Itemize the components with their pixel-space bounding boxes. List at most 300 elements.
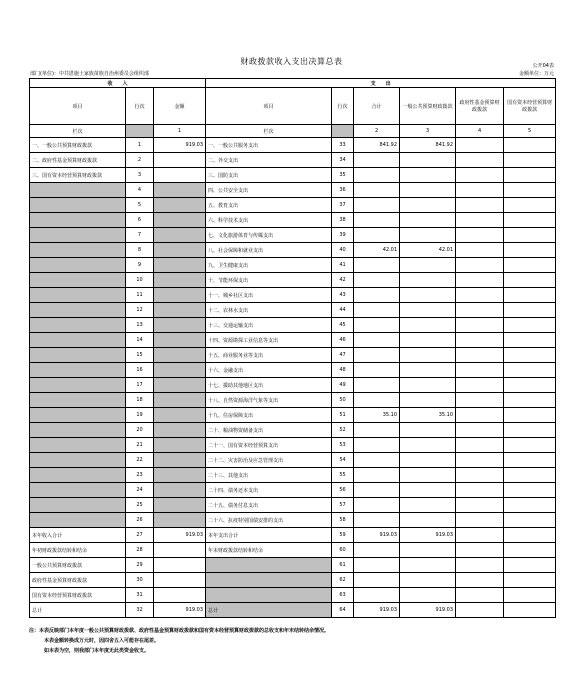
capital-budget-amount xyxy=(504,213,556,228)
income-item-header: 项目 xyxy=(30,88,126,125)
income-item xyxy=(30,468,126,483)
table-row xyxy=(30,243,556,258)
table-row xyxy=(30,573,556,588)
income-row-number: 8 xyxy=(126,243,154,258)
table-row xyxy=(30,183,556,198)
total-amount xyxy=(354,588,400,603)
income-item xyxy=(30,183,126,198)
table-row xyxy=(30,468,556,483)
capital-budget-amount xyxy=(504,543,556,558)
capital-budget-amount xyxy=(504,273,556,288)
expense-row-number: 34 xyxy=(332,153,354,168)
total-amount xyxy=(354,333,400,348)
expense-row-number: 50 xyxy=(332,393,354,408)
total-amount xyxy=(354,498,400,513)
table-row xyxy=(30,153,556,168)
general-budget-amount xyxy=(400,438,456,453)
table-row xyxy=(30,288,556,303)
income-row-number: 5 xyxy=(126,198,154,213)
capital-budget-amount xyxy=(504,468,556,483)
income-item xyxy=(30,393,126,408)
income-row-number: 29 xyxy=(126,558,154,573)
income-row-header: 行次 xyxy=(126,88,154,125)
expense-row-number: 42 xyxy=(332,273,354,288)
table-row xyxy=(30,543,556,558)
expense-item: 二十三、其他支出 xyxy=(206,468,332,483)
income-amount xyxy=(154,198,206,213)
income-item xyxy=(30,378,126,393)
income-row-number: 11 xyxy=(126,288,154,303)
income-amount xyxy=(154,153,206,168)
expense-row-number: 61 xyxy=(332,558,354,573)
capital-budget-amount xyxy=(504,348,556,363)
capital-budget-amount xyxy=(504,423,556,438)
expense-row-number: 63 xyxy=(332,588,354,603)
capital-budget-amount xyxy=(504,603,556,618)
capital-budget-amount xyxy=(504,138,556,153)
general-budget-amount xyxy=(400,273,456,288)
general-budget-amount xyxy=(400,363,456,378)
expense-row-number: 38 xyxy=(332,213,354,228)
table-row xyxy=(30,393,556,408)
general-budget-amount xyxy=(400,288,456,303)
total-amount xyxy=(354,348,400,363)
general-budget-amount xyxy=(400,453,456,468)
capital-budget-amount xyxy=(504,378,556,393)
income-row-number: 17 xyxy=(126,378,154,393)
expense-item: 十一、城乡社区支出 xyxy=(206,288,332,303)
table-row xyxy=(30,213,556,228)
income-amount xyxy=(154,438,206,453)
income-item xyxy=(30,363,126,378)
expense-row-number: 62 xyxy=(332,573,354,588)
fund-budget-amount xyxy=(456,573,504,588)
total-amount xyxy=(354,183,400,198)
income-item: 三、国有资本经营预算财政拨款 xyxy=(30,168,126,183)
expense-item: 二十五、债务付息支出 xyxy=(206,498,332,513)
income-amount: 919.03 xyxy=(154,528,206,543)
expense-row-number: 37 xyxy=(332,198,354,213)
income-item xyxy=(30,513,126,528)
shaded-cell xyxy=(332,125,354,138)
capital-budget-amount xyxy=(504,513,556,528)
capital-budget-amount xyxy=(504,393,556,408)
table-row xyxy=(30,408,556,423)
fund-budget-amount xyxy=(456,453,504,468)
capital-budget-amount xyxy=(504,498,556,513)
income-row-number: 15 xyxy=(126,348,154,363)
income-row-number: 32 xyxy=(126,603,154,618)
expense-item: 二十、粮油物资储备支出 xyxy=(206,423,332,438)
income-row-number: 3 xyxy=(126,168,154,183)
income-amount xyxy=(154,588,206,603)
general-budget-amount: 919.03 xyxy=(400,603,456,618)
income-amount xyxy=(154,483,206,498)
fund-budget-amount xyxy=(456,243,504,258)
income-item: 总计 xyxy=(30,603,126,618)
total-amount xyxy=(354,273,400,288)
fund-budget-amount xyxy=(456,423,504,438)
fund-budget-amount xyxy=(456,333,504,348)
general-budget-amount xyxy=(400,333,456,348)
income-amount xyxy=(154,333,206,348)
income-row-number: 25 xyxy=(126,498,154,513)
fund-budget-amount xyxy=(456,303,504,318)
fund-budget-header: 政府性基金预算财政拨款 xyxy=(456,88,504,125)
expense-row-number: 53 xyxy=(332,438,354,453)
fund-budget-amount xyxy=(456,318,504,333)
income-item: 一、一般公共预算财政拨款 xyxy=(30,138,126,153)
expense-item: 十七、援助其他地区支出 xyxy=(206,378,332,393)
income-row-number: 10 xyxy=(126,273,154,288)
total-header: 合计 xyxy=(354,88,400,125)
income-row-number: 7 xyxy=(126,228,154,243)
fund-budget-amount xyxy=(456,348,504,363)
expense-item: 十四、资源勘探工业信息等支出 xyxy=(206,333,332,348)
fund-budget-amount xyxy=(456,603,504,618)
income-item: 政府性基金预算财政拨款 xyxy=(30,573,126,588)
table-row xyxy=(30,558,556,573)
general-budget-amount xyxy=(400,378,456,393)
general-budget-header: 一般公共预算财政拨款 xyxy=(400,88,456,125)
capital-budget-amount xyxy=(504,573,556,588)
note-line-3: 如本表为空，则我部门本年度无此类资金收支。 xyxy=(44,648,150,654)
income-item xyxy=(30,288,126,303)
table-row xyxy=(30,438,556,453)
income-amount xyxy=(154,393,206,408)
income-item: 一般公共预算财政拨款 xyxy=(30,558,126,573)
column-number: 4 xyxy=(456,125,504,138)
income-row-number: 1 xyxy=(126,138,154,153)
income-row-number: 28 xyxy=(126,543,154,558)
income-amount xyxy=(154,183,206,198)
capital-budget-amount xyxy=(504,198,556,213)
table-row xyxy=(30,378,556,393)
general-budget-amount xyxy=(400,483,456,498)
expense-row-number: 64 xyxy=(332,603,354,618)
expense-item: 二十一、国有资本经营预算支出 xyxy=(206,438,332,453)
income-amount xyxy=(154,348,206,363)
general-budget-amount xyxy=(400,573,456,588)
unit-label: 金额单位：万元 xyxy=(518,71,554,77)
fund-budget-amount xyxy=(456,138,504,153)
table-row xyxy=(30,303,556,318)
total-amount xyxy=(354,153,400,168)
income-item xyxy=(30,243,126,258)
general-budget-amount xyxy=(400,168,456,183)
total-amount xyxy=(354,573,400,588)
income-amount xyxy=(154,228,206,243)
expense-item: 十九、住房保障支出 xyxy=(206,408,332,423)
expense-item: 二十四、债务还本支出 xyxy=(206,483,332,498)
total-amount xyxy=(354,453,400,468)
income-row-number: 2 xyxy=(126,153,154,168)
capital-budget-amount xyxy=(504,288,556,303)
total-amount xyxy=(354,213,400,228)
table-row xyxy=(30,258,556,273)
income-row-number: 20 xyxy=(126,423,154,438)
general-budget-amount xyxy=(400,258,456,273)
income-item: 年初财政拨款结转和结余 xyxy=(30,543,126,558)
fund-budget-amount xyxy=(456,543,504,558)
income-item xyxy=(30,348,126,363)
expense-item: 五、教育支出 xyxy=(206,198,332,213)
table-row xyxy=(30,198,556,213)
income-amount xyxy=(154,468,206,483)
capital-budget-amount xyxy=(504,558,556,573)
income-item xyxy=(30,228,126,243)
fund-budget-amount xyxy=(456,363,504,378)
expense-item: 九、卫生健康支出 xyxy=(206,258,332,273)
expense-row-number: 33 xyxy=(332,138,354,153)
expense-item xyxy=(206,588,332,603)
general-budget-amount xyxy=(400,183,456,198)
income-amount: 919.03 xyxy=(154,603,206,618)
fiscal-table xyxy=(29,78,556,618)
expense-row-number: 51 xyxy=(332,408,354,423)
note-line-1: 注：本表反映部门本年度一般公共预算财政拨款、政府性基金预算财政拨款和国有资本经营预算财政拨款的总收支和年末结转结余情况。 xyxy=(29,628,330,634)
total-amount xyxy=(354,438,400,453)
capital-budget-amount xyxy=(504,528,556,543)
general-budget-amount xyxy=(400,198,456,213)
general-budget-amount: 919.03 xyxy=(400,528,456,543)
income-item xyxy=(30,318,126,333)
fund-budget-amount xyxy=(456,288,504,303)
general-budget-amount xyxy=(400,423,456,438)
income-row-number: 12 xyxy=(126,303,154,318)
expense-item: 六、科学技术支出 xyxy=(206,213,332,228)
income-amount xyxy=(154,318,206,333)
total-amount: 841.92 xyxy=(354,138,400,153)
income-amount xyxy=(154,453,206,468)
expense-item: 十八、自然资源海洋气象等支出 xyxy=(206,393,332,408)
expense-item xyxy=(206,558,332,573)
total-amount xyxy=(354,363,400,378)
table-row xyxy=(30,528,556,543)
income-amount: 919.03 xyxy=(154,138,206,153)
table-body xyxy=(30,138,556,618)
expense-row-number: 44 xyxy=(332,303,354,318)
income-row-number: 6 xyxy=(126,213,154,228)
general-budget-amount xyxy=(400,513,456,528)
income-item: 二、政府性基金预算财政拨款 xyxy=(30,153,126,168)
column-number: 3 xyxy=(400,125,456,138)
total-amount xyxy=(354,198,400,213)
income-row-number: 19 xyxy=(126,408,154,423)
total-amount xyxy=(354,543,400,558)
total-amount: 42.01 xyxy=(354,243,400,258)
income-item: 国有资本经营预算财政拨款 xyxy=(30,588,126,603)
general-budget-amount xyxy=(400,213,456,228)
expense-row-number: 60 xyxy=(332,543,354,558)
income-item xyxy=(30,438,126,453)
income-row-number: 30 xyxy=(126,573,154,588)
total-amount xyxy=(354,258,400,273)
expense-item: 三、国防支出 xyxy=(206,168,332,183)
capital-budget-amount xyxy=(504,183,556,198)
note-line-2: 本表金额转换成万元时，因四舍五入可能存在尾差。 xyxy=(44,638,160,644)
expense-item: 十二、农林水支出 xyxy=(206,303,332,318)
shaded-cell xyxy=(126,125,154,138)
fund-budget-amount xyxy=(456,513,504,528)
total-amount xyxy=(354,318,400,333)
table-row xyxy=(30,483,556,498)
column-number: 2 xyxy=(354,125,400,138)
income-amount xyxy=(154,168,206,183)
income-amount xyxy=(154,288,206,303)
income-row-number: 14 xyxy=(126,333,154,348)
table-row xyxy=(30,513,556,528)
capital-budget-amount xyxy=(504,228,556,243)
expense-row-number: 39 xyxy=(332,228,354,243)
report-title: 财政拨款收入支出决算总表 xyxy=(240,57,343,66)
fund-budget-amount xyxy=(456,438,504,453)
expense-row-header: 行次 xyxy=(332,88,354,125)
income-item xyxy=(30,213,126,228)
general-budget-amount xyxy=(400,393,456,408)
expense-item: 八、社会保障和就业支出 xyxy=(206,243,332,258)
capital-budget-amount xyxy=(504,153,556,168)
table-row xyxy=(30,273,556,288)
income-header: 收 入 xyxy=(30,79,206,88)
income-amount xyxy=(154,378,206,393)
income-item xyxy=(30,483,126,498)
expense-item: 二、外交支出 xyxy=(206,153,332,168)
expense-item-header: 项目 xyxy=(206,88,332,125)
expense-item: 二十二、灾害防治及应急管理支出 xyxy=(206,453,332,468)
income-amount xyxy=(154,558,206,573)
income-item xyxy=(30,333,126,348)
income-item: 本年收入合计 xyxy=(30,528,126,543)
income-amount xyxy=(154,498,206,513)
expense-row-number: 54 xyxy=(332,453,354,468)
expense-item: 十、节能环保支出 xyxy=(206,273,332,288)
capital-budget-amount xyxy=(504,168,556,183)
general-budget-amount xyxy=(400,153,456,168)
expense-row-number: 57 xyxy=(332,498,354,513)
income-amount xyxy=(154,273,206,288)
general-budget-amount xyxy=(400,543,456,558)
capital-budget-amount xyxy=(504,483,556,498)
fund-budget-amount xyxy=(456,153,504,168)
general-budget-amount xyxy=(400,558,456,573)
expense-item: 十三、交通运输支出 xyxy=(206,318,332,333)
capital-budget-amount xyxy=(504,438,556,453)
table-row xyxy=(30,363,556,378)
expense-header: 支 出 xyxy=(206,79,556,88)
capital-budget-amount xyxy=(504,303,556,318)
capital-budget-amount xyxy=(504,453,556,468)
expense-row-number: 48 xyxy=(332,363,354,378)
general-budget-amount xyxy=(400,498,456,513)
table-row xyxy=(30,138,556,153)
fund-budget-amount xyxy=(456,273,504,288)
table-row xyxy=(30,603,556,618)
expense-row-number: 58 xyxy=(332,513,354,528)
expense-row-number: 47 xyxy=(332,348,354,363)
general-budget-amount: 42.01 xyxy=(400,243,456,258)
expense-row-number: 59 xyxy=(332,528,354,543)
fund-budget-amount xyxy=(456,528,504,543)
general-budget-amount xyxy=(400,468,456,483)
income-amount xyxy=(154,258,206,273)
fund-budget-amount xyxy=(456,393,504,408)
general-budget-amount xyxy=(400,303,456,318)
income-row-number: 23 xyxy=(126,468,154,483)
income-item xyxy=(30,258,126,273)
income-item xyxy=(30,423,126,438)
expense-row-number: 55 xyxy=(332,468,354,483)
expense-row-number: 36 xyxy=(332,183,354,198)
fund-budget-amount xyxy=(456,468,504,483)
expense-row-number: 43 xyxy=(332,288,354,303)
expense-row-number: 41 xyxy=(332,258,354,273)
capital-budget-header: 国有资本经营预算财政拨款 xyxy=(504,88,556,125)
total-amount xyxy=(354,378,400,393)
fund-budget-amount xyxy=(456,198,504,213)
fund-budget-amount xyxy=(456,258,504,273)
table-row xyxy=(30,318,556,333)
income-item xyxy=(30,198,126,213)
income-row-number: 24 xyxy=(126,483,154,498)
expense-item: 年末财政拨款结转和结余 xyxy=(206,543,332,558)
income-amount-header: 金额 xyxy=(154,88,206,125)
general-budget-amount xyxy=(400,348,456,363)
capital-budget-amount xyxy=(504,408,556,423)
total-amount xyxy=(354,558,400,573)
table-row xyxy=(30,228,556,243)
fund-budget-amount xyxy=(456,168,504,183)
general-budget-amount: 841.92 xyxy=(400,138,456,153)
capital-budget-amount xyxy=(504,363,556,378)
column-number-label: 栏次 xyxy=(30,125,126,138)
capital-budget-amount xyxy=(504,243,556,258)
income-amount xyxy=(154,303,206,318)
income-row-number: 22 xyxy=(126,453,154,468)
general-budget-amount xyxy=(400,318,456,333)
table-row xyxy=(30,498,556,513)
income-amount xyxy=(154,543,206,558)
income-item xyxy=(30,498,126,513)
department-label: 部门(单位)：中共恩施土家族苗族自治州委员会组织部 xyxy=(30,71,149,77)
fund-budget-amount xyxy=(456,483,504,498)
general-budget-amount xyxy=(400,588,456,603)
fund-budget-amount xyxy=(456,228,504,243)
fund-budget-amount xyxy=(456,588,504,603)
income-amount xyxy=(154,573,206,588)
table-row xyxy=(30,453,556,468)
total-amount: 919.03 xyxy=(354,528,400,543)
income-row-number: 27 xyxy=(126,528,154,543)
expense-row-number: 49 xyxy=(332,378,354,393)
total-amount: 919.03 xyxy=(354,603,400,618)
income-row-number: 26 xyxy=(126,513,154,528)
capital-budget-amount xyxy=(504,258,556,273)
fund-budget-amount xyxy=(456,213,504,228)
capital-budget-amount xyxy=(504,588,556,603)
expense-item: 本年支出合计 xyxy=(206,528,332,543)
expense-row-number: 35 xyxy=(332,168,354,183)
expense-item: 一、一般公共服务支出 xyxy=(206,138,332,153)
income-amount xyxy=(154,408,206,423)
income-row-number: 9 xyxy=(126,258,154,273)
capital-budget-amount xyxy=(504,333,556,348)
income-amount xyxy=(154,363,206,378)
expense-item: 四、公共安全支出 xyxy=(206,183,332,198)
income-item xyxy=(30,453,126,468)
expense-row-number: 45 xyxy=(332,318,354,333)
general-budget-amount: 35.10 xyxy=(400,408,456,423)
